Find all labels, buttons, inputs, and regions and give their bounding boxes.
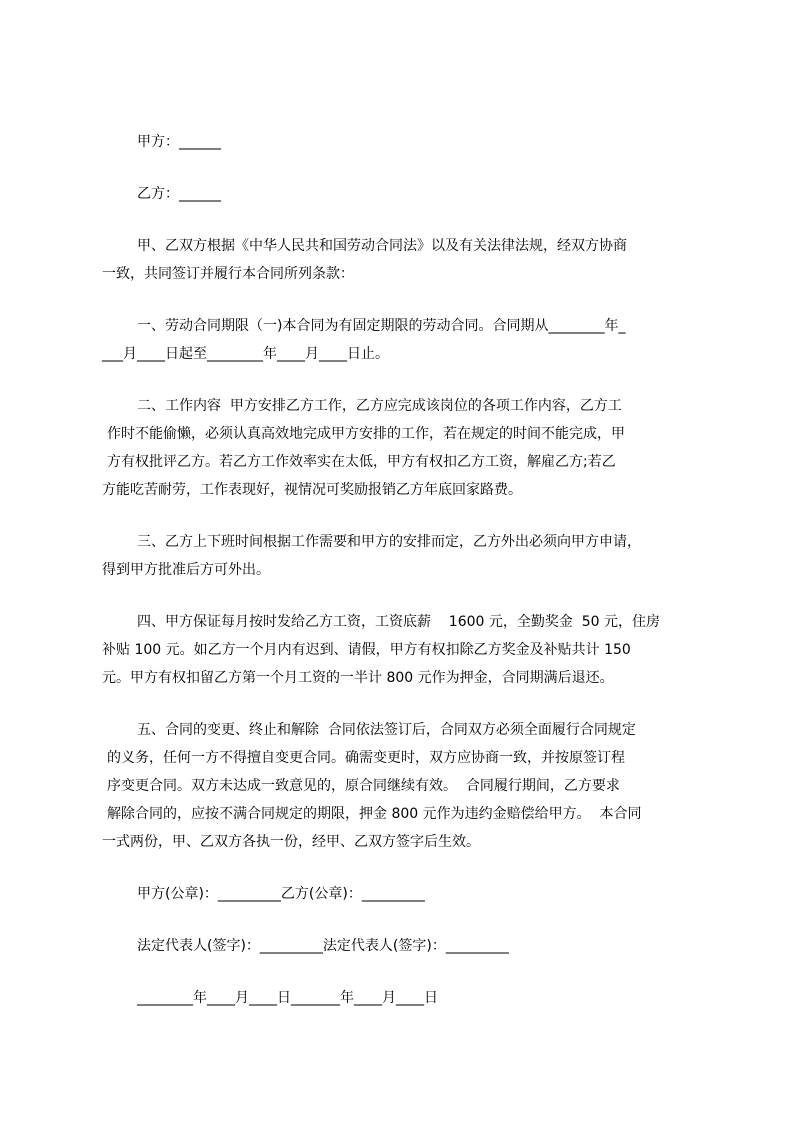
clause-2-line: 方能吃苦耐劳，工作表现好，视情况可奖励报销乙方年底回家路费。 bbox=[102, 482, 522, 498]
clause-5-line: 解除合同的，应按不满合同规定的期限，押金 800 元作为违约金赔偿给甲方。 本合同 bbox=[107, 806, 642, 822]
clause-1-line: ___月____日起至________年____月____日止。 bbox=[102, 346, 389, 362]
clause-3-line: 得到甲方批准后方可外出。 bbox=[102, 562, 270, 578]
clause-5-line: 一式两份，甲、乙双方各执一份，经甲、乙双方签字后生效。 bbox=[102, 834, 480, 850]
clause-2-line: 作时不能偷懒，必须认真高效地完成甲方安排的工作，若在规定的时间不能完成，甲 bbox=[107, 426, 625, 442]
clause-4-line: 补贴 100 元。如乙方一个月内有迟到、请假，甲方有权扣除乙方奖金及补贴共计 150 bbox=[102, 642, 631, 658]
clause-2-line: 方有权批评乙方。若乙方工作效率实在太低，甲方有权扣乙方工资，解雇乙方;若乙 bbox=[107, 454, 616, 470]
clause-2-line: 二、工作内容 甲方安排乙方工作，乙方应完成该岗位的各项工作内容，乙方工 bbox=[137, 398, 622, 414]
clause-5-line: 的义务，任何一方不得擅自变更合同。确需变更时，双方应协商一致，并按原签订程 bbox=[107, 750, 625, 766]
clause-1-line: 一、劳动合同期限（一)本合同为有固定期限的劳动合同。合同期从________年_ bbox=[137, 318, 626, 334]
signing-date-line: ________年____月____日_______年____月____日 bbox=[137, 990, 438, 1006]
party-b-field: 乙方：______ bbox=[137, 186, 221, 202]
clause-4-line: 元。甲方有权扣留乙方第一个月工资的一半计 800 元作为押金，合同期满后退还。 bbox=[102, 670, 614, 686]
clause-5-line: 五、合同的变更、终止和解除 合同依法签订后，合同双方必须全面履行合同规定 bbox=[137, 722, 636, 738]
representative-signature-line: 法定代表人(签字)：_________法定代表人(签字)：_________ bbox=[137, 938, 509, 954]
party-a-field: 甲方：______ bbox=[137, 134, 221, 150]
clause-5-line: 序变更合同。双方未达成一致意见的，原合同继续有效。 合同履行期间，乙方要求 bbox=[107, 778, 620, 794]
preamble-line: 甲、乙双方根据《中华人民共和国劳动合同法》以及有关法律法规，经双方协商 bbox=[137, 238, 627, 254]
preamble-line: 一致，共同签订并履行本合同所列条款： bbox=[102, 266, 354, 282]
clause-4-line: 四、甲方保证每月按时发给乙方工资，工资底薪 1600 元，全勤奖金 50 元，住房 bbox=[137, 614, 661, 630]
seal-signature-line: 甲方(公章)：_________乙方(公章)：_________ bbox=[137, 886, 425, 902]
clause-3-line: 三、乙方上下班时间根据工作需要和甲方的安排而定，乙方外出必须向甲方申请， bbox=[137, 534, 641, 550]
